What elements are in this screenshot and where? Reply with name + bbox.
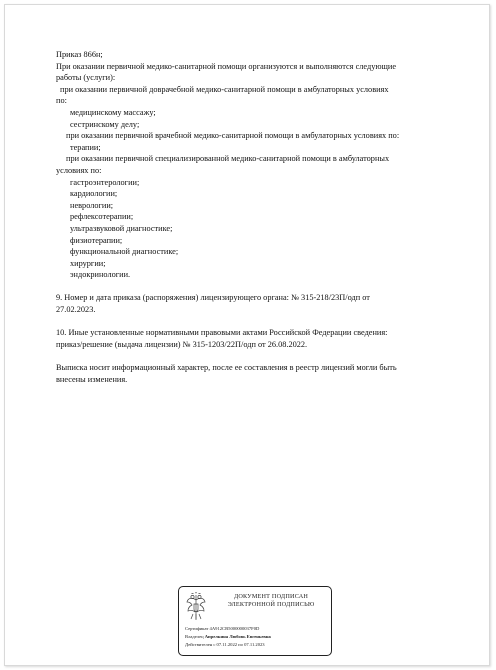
stamp-certificate-row (185, 625, 330, 633)
document-line: по: (56, 96, 67, 106)
document-line: Приказ 866н; (56, 50, 103, 59)
stamp-title-line1: ДОКУМЕНТ ПОДПИСАН (233, 593, 309, 600)
document-line: терапии; (70, 142, 101, 152)
document-line: внесены изменения. (56, 374, 128, 384)
stamp-title-line2: ЭЛЕКТРОННОЙ ПОДПИСЬЮ (227, 601, 315, 608)
document-line: физиотерапии; (70, 235, 123, 245)
blank-line (56, 316, 476, 328)
document-line: При оказании первичной медико-санитарной помощи организуются и выполняются следующие (56, 61, 397, 71)
electronic-signature-stamp (178, 586, 332, 656)
document-line: эндокринологии. (70, 270, 131, 280)
document-line: условиях по: (56, 165, 102, 175)
coat-of-arms-icon (185, 592, 207, 622)
document-line: ультразвуковой диагностике; (70, 223, 173, 233)
owner-label: Владелец (185, 634, 204, 639)
document-line: при оказании первичной доврачебной медико-санитарной помощи в амбулаторных условиях (60, 84, 389, 94)
document-line: работы (услуги): (56, 73, 116, 83)
document-line: 9. Номер и дата приказа (распоряжения) лицензирующего органа: № 315-218/23П/одп от (56, 293, 370, 303)
blank-line (56, 350, 476, 362)
blank-line (56, 281, 476, 293)
document-line: 27.02.2023. (56, 305, 96, 315)
document-line: Выписка носит информационный характер, после ее составления в реестр лицензий могли быть (56, 363, 397, 373)
document-line: 10. Иные установленные нормативными правовыми актами Российской Федерации сведения: (56, 328, 388, 338)
document-line: при оказании первичной врачебной медико-санитарной помощи в амбулаторных условиях по: (66, 131, 400, 141)
document-line: хирургии; (70, 258, 106, 268)
stamp-details (185, 625, 330, 649)
document-line: приказ/решение (выдача лицензии) № 315-1203/22П/одп от 26.08.2022. (56, 339, 308, 349)
owner-value: Апрелкина Любовь Евгеньевна (204, 634, 271, 639)
document-line: гастроэнтерологии; (70, 177, 140, 187)
document-line: кардиологии; (70, 189, 118, 199)
document-line: неврологии; (70, 200, 114, 210)
stamp-title (213, 593, 329, 609)
document-line: при оказании первичной специализированной медико-санитарной помощи в амбулаторных (66, 154, 390, 164)
certificate-label: Сертификат (185, 626, 209, 631)
certificate-value: 4A912CB5000000037F0D (209, 626, 260, 631)
document-line: рефлексотерапии; (70, 212, 134, 222)
document-line: функциональной диагностике; (70, 247, 179, 257)
document-page (4, 4, 490, 666)
stamp-validity: Действителен с 07.11.2022 по 07.11.2023 (185, 642, 265, 647)
stamp-owner-row (185, 633, 330, 641)
document-line: сестринскому делу; (70, 119, 140, 129)
document-line: медицинскому массажу; (70, 107, 156, 117)
document-body (56, 49, 476, 385)
